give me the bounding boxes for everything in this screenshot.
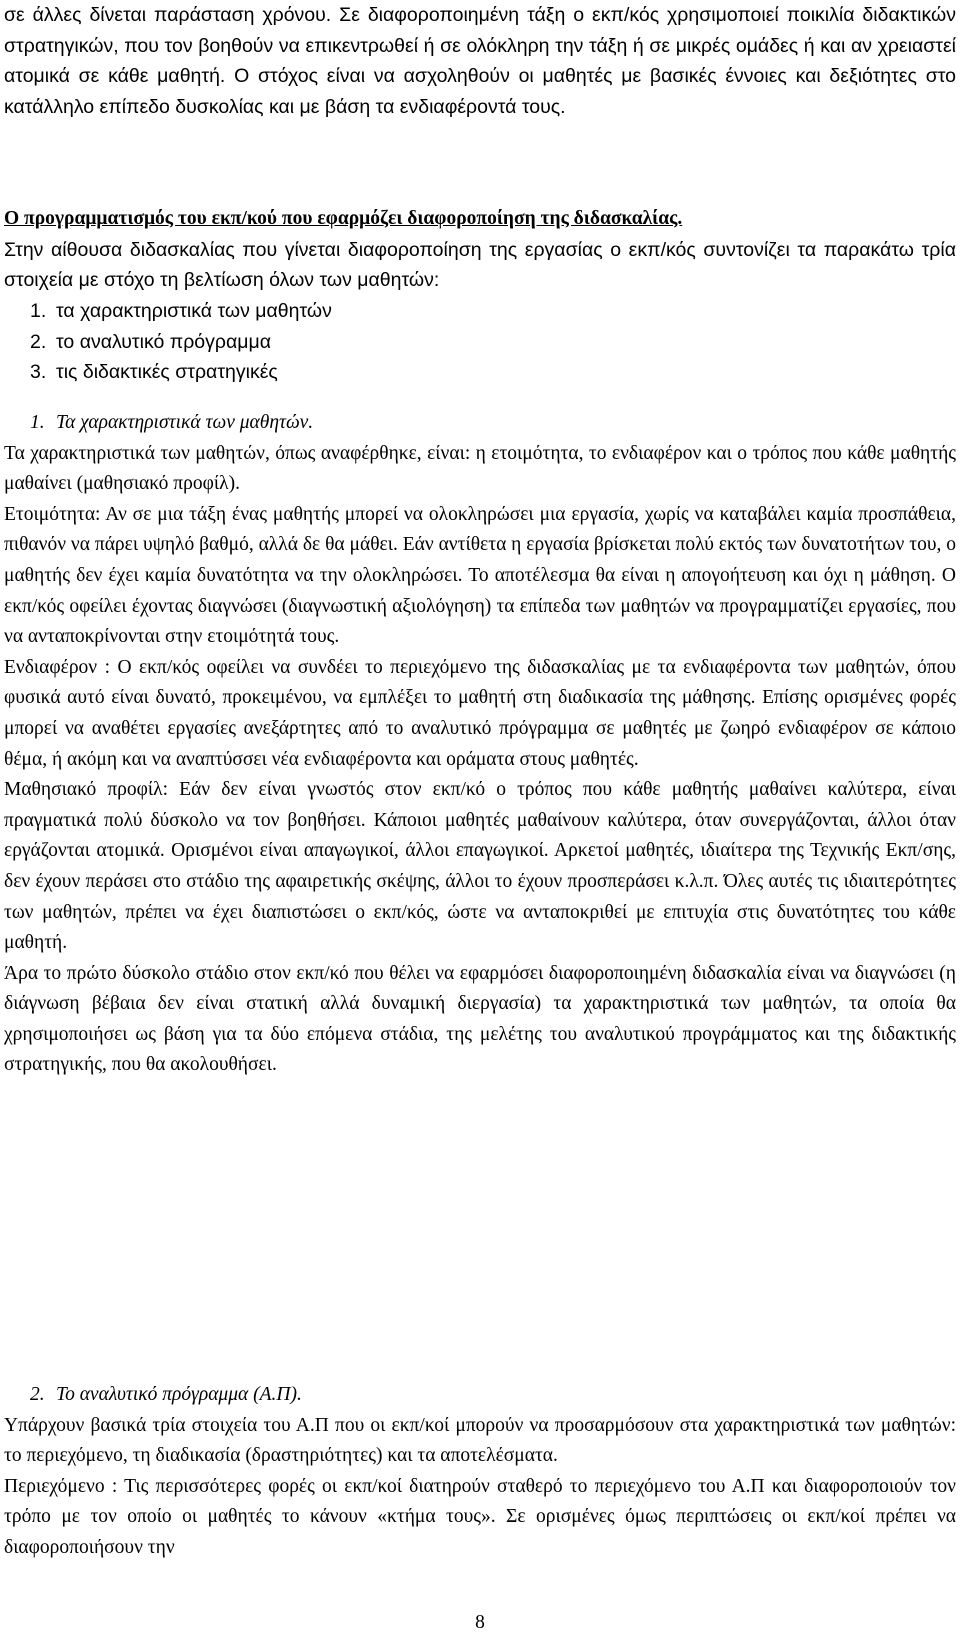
coordinated-elements-list [30,296,332,388]
section-1-paragraph: Ετοιμότητα: Αν σε μια τάξη ένας μαθητής μπορεί να ολοκληρώσει μια εργασία, χωρίς να καταβάλει καμία προσπάθεια, πιθανόν να πάρει υψηλό βαθμό, αλλά δε θα μάθει. Εάν αντίθετα η εργασία βρίσκεται πολύ εκτός των δυνατοτήτων του, ο μαθητής δεν έχει καμία δυνατότητα να την ολοκληρώσει. Το αποτέλεσμα θα είναι η απογοήτευση και όχι η μάθηση. Ο εκπ/κός οφείλει έχοντας διαγνώσει (διαγνωστική αξιολόγηση) τα επίπεδα των μαθητών να προγραμματίζει εργασίες, που να ανταποκρίνονται στην ετοιμότητά τους. [4,503,956,648]
section-1-paragraph: Τα χαρακτηριστικά των μαθητών, όπως αναφέρθηκε, είναι: η ετοιμότητα, το ενδιαφέρον και ο τρόπος που κάθε μαθητής μαθαίνει (μαθησιακό προφίλ). [4,442,956,495]
section-1-title: 1. Τα χαρακτηριστικά των μαθητών. [30,412,314,433]
section-1-paragraph: Μαθησιακό προφίλ: Εάν δεν είναι γνωστός στον εκπ/κό ο τρόπος που κάθε μαθητής μαθαίνει καλύτερα, είναι πραγματικά πολύ δύσκολο να τον βοηθήσει. Κάποιοι μαθητές μαθαίνουν καλύτερα, όταν συνεργάζονται, άλλοι όταν εργάζονται ατομικά. Ορισμένοι είναι απαγωγικοί, άλλοι επαγωγικοί. Αρκετοί μαθητές, ιδιαίτερα της Τεχνικής Εκπ/σης, δεν έχουν περάσει στο στάδιο της αφαιρετικής σκέψης, άλλοι το έχουν προσπεράσει κ.λ.π. Όλες αυτές τις ιδιαιτερότητες των μαθητών, πρέπει να έχει διαπιστώσει ο εκπ/κός, ώστε να ανταποκριθεί με επιτυχία στις δυνατότητες του κάθε μαθητή. [4,779,956,954]
section-1-paragraph: Άρα το πρώτο δύσκολο στάδιο στον εκπ/κό που θέλει να εφαρμόσει διαφοροποιημένη διδασκαλία είναι να διαγνώσει (η διάγνωση βέβαια δεν είναι στατική αλλά δυναμική διεργασία) τα χαρακτηριστικά των μαθητών, τα οποία θα χρησιμοποιήσει ως βάση για τα δύο επόμενα στάδια, της μελέτης του αναλυτικού προγράμματος και της διδακτικής στρατηγικής, που θα ακολουθήσει. [4,962,956,1076]
list-item: 3. τις διδακτικές στρατηγικές [30,361,278,384]
section-1 [4,408,956,1081]
section-2-paragraph: Περιεχόμενο : Τις περισσότερες φορές οι εκπ/κοί διατηρούν σταθερό το περιεχόμενο του Α.Π και διαφοροποιούν τον τρόπο με τον οποίο οι μαθητές το κάνουν «κτήμα τους». Σε ορισμένες όμως περιπτώσεις οι εκπ/κοί πρέπει να διαφοροποιήσουν την [4,1475,956,1558]
list-item: 1. τα χαρακτηριστικά των μαθητών [30,300,332,322]
programming-paragraph: Στην αίθουσα διδασκαλίας που γίνεται διαφοροποίηση της εργασίας ο εκπ/κός συντονίζει τα παρακάτω τρία στοιχεία με στόχο τη βελτίωση όλων των μαθητών: [4,238,956,292]
section-2-title: 2. Το αναλυτικό πρόγραμμα (Α.Π). [30,1384,302,1405]
list-item: 2. το αναλυτικό πρόγραμμα [30,330,271,353]
programming-section [4,204,956,296]
section-1-paragraph: Ενδιαφέρον : Ο εκπ/κός οφείλει να συνδέει το περιεχόμενο της διδασκαλίας με τα ενδιαφέροντα των μαθητών, όπου φυσικά αυτό είναι δυνατό, προκειμένου, να εμπλέξει το μαθητή στη διαδικασία της μάθησης. Επίσης ορισμένες φορές μπορεί να αναθέτει εργασίες ανεξάρτητες από το αναλυτικό πρόγραμμα σε μαθητές με ζωηρό ενδιαφέρον σε κάποιο θέμα, ή ακόμη και να αναπτύσσει νέα ενδιαφέροντα και οράματα στους μαθητές. [4,656,956,770]
section-2-paragraph: Υπάρχουν βασικά τρία στοιχεία του Α.Π που οι εκπ/κοί μπορούν να προσαρμόσουν στα χαρακτηριστικά των μαθητών: το περιεχόμενο, τη διαδικασία (δραστηριότητες) και τα αποτελέσματα. [4,1414,956,1467]
intro-paragraph: σε άλλες δίνεται παράσταση χρόνου. Σε διαφοροποιημένη τάξη ο εκπ/κός χρησιμοποιεί ποικιλία διδακτικών στρατηγικών, που τον βοηθούν να επικεντρωθεί ή σε ολόκληρη την τάξη ή σε μικρές ομάδες ή και αν χρειαστεί ατομικά σε κάθε μαθητή. Ο στόχος είναι να ασχοληθούν οι μαθητές με βασικές έννοιες και δεξιότητες στο κατάλληλο επίπεδο δυσκολίας και με βάση τα ενδιαφέροντά τους. [4,4,956,118]
intro-section [4,0,956,122]
section-heading: Ο προγραμματισμός του εκπ/κού που εφαρμόζει διαφοροποίηση της διδασκαλίας. [4,208,683,229]
page-number: 8 [475,1612,485,1633]
section-2 [4,1380,956,1564]
